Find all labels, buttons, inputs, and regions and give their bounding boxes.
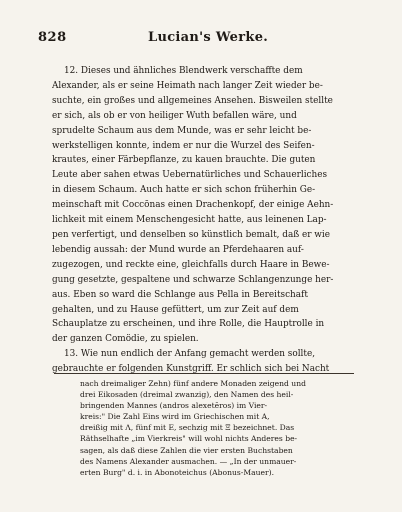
text-line: suchte, ein großes und allgemeines Ansehen. Bisweilen stellte [52, 95, 333, 106]
page-header [38, 30, 362, 48]
text-line: werkstelligen konnte, indem er nur die Wurzel des Seifen- [52, 140, 315, 151]
text-line: pen verfertigt, und denselben so künstlich bemalt, daß er wie [52, 229, 330, 240]
text-line: lichkeit mit einem Menschengesicht hatte, aus leinenen Lap- [52, 215, 327, 226]
footnote-line: nach dreimaliger Zehn) fünf andere Monaden zeigend und [80, 379, 306, 388]
footnote-line: dreißig mit Λ, fünf mit E, sechzig mit Ξ bezeichnet. Das [80, 423, 295, 433]
footnote-line: drei Eikosaden (dreimal zwanzig), den Namen des heil- [80, 390, 294, 400]
text-line: sprudelte Schaum aus dem Munde, was er sehr leicht be- [52, 125, 312, 136]
text-line: zugezogen, und reckte eine, gleichfalls durch Haare in Bewe- [52, 259, 330, 270]
text-line: lebendig aussah: der Mund wurde an Pferdehaaren auf- [52, 244, 304, 255]
footnote-line: bringenden Mannes (andros alexetēros) im Vier- [80, 401, 268, 411]
footnote-line: erten Burg" d. i. in Abonoteichus (Abonus-Mauer). [80, 467, 275, 477]
text-line: 12. Dieses und ähnliches Blendwerk verschaffte dem [64, 66, 303, 76]
text-line: Alexander, als er seine Heimath nach langer Zeit wieder be- [52, 80, 323, 91]
text-line: meinschaft mit Coccōnas einen Drachenkopf, der einige Aehn- [52, 200, 334, 211]
footnote-line: sagen, als daß diese Zahlen die vier ersten Buchstaben [80, 445, 293, 455]
main-text [52, 64, 352, 377]
text-line: gehalten, und zu Hause gefüttert, um zur Zeit auf dem [52, 304, 299, 315]
footnote-line: kreis:" Die Zahl Eins wird im Griechischen mit A, [80, 412, 270, 422]
text-line: 13. Wie nun endlich der Anfang gemacht werden sollte, [64, 349, 316, 360]
text-line: aus. Eben so ward die Schlange aus Pella in Bereitschaft [52, 289, 308, 300]
text-line: krautes, einer Färbepflanze, zu kauen brauchte. Die guten [52, 155, 316, 166]
text-line: in diesem Schaum. Auch hatte er sich schon früherhin Ge- [52, 185, 316, 196]
footnote-line: Räthselhafte „im Vierkreis" will wohl nichts Anderes be- [80, 434, 298, 444]
text-line: gung gesetzte, gespaltene und schwarze Schlangenzunge her- [52, 274, 334, 285]
page-number: 828 [38, 30, 67, 45]
text-line: er sich, als ob er von heiliger Wuth befallen wäre, und [52, 110, 297, 121]
text-line: der ganzen Comödie, zu spielen. [52, 334, 199, 345]
text-line: Leute aber sahen etwas Uebernatürliches und Schauerliches [52, 170, 328, 181]
footnote-divider [54, 373, 354, 374]
footnote-line: des Namens Alexander ausmachen. — „In der unmauer- [80, 456, 297, 466]
text-line: gebrauchte er folgenden Kunstgriff. Er schlich sich bei Nacht [52, 364, 330, 375]
text-line: Schauplatze zu erscheinen, und ihre Rolle, die Hauptrolle in [52, 319, 325, 330]
running-head: Lucian's Werke. [148, 30, 269, 45]
footnote [80, 378, 356, 478]
